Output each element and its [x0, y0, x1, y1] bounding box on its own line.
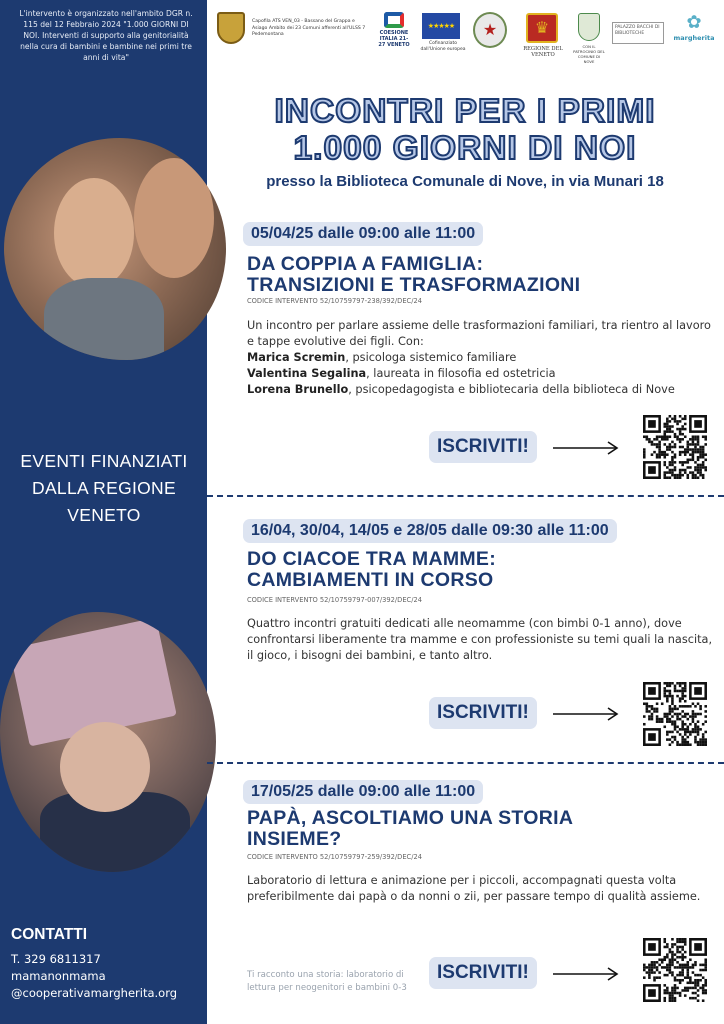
- event-description: Quattro incontri gratuiti dedicati alle neomamme (con bimbi 0-1 anno), dove confrontarsi liberamente tra mamme e con professioniste su temi quali la nascita, il gioco, i bisogni dei bambini, e tanto altro.: [247, 617, 713, 662]
- nove-crest-logo: [217, 12, 245, 44]
- contact-phone[interactable]: T. 329 6811317: [11, 952, 101, 966]
- contact-email[interactable]: @cooperativamargherita.org: [11, 986, 178, 1000]
- location-subtitle: presso la Biblioteca Comunale di Nove, in via Munari 18: [266, 173, 664, 190]
- palazzo-logo: PALAZZO BACCHI DI BIBLIOTECHE: [612, 22, 664, 44]
- left-sidebar: [0, 0, 207, 1024]
- parent-child-photo: [4, 138, 226, 360]
- nove-shield-logo: [578, 13, 600, 41]
- event-date: 16/04, 30/04, 14/05 e 28/05 dalle 09:30 alle 11:00: [243, 519, 617, 543]
- event-title: DO CIACOE TRA MAMME: CAMBIAMENTI IN CORSO: [247, 548, 497, 591]
- capofila-text: Capofila ATS VEN_03 - Bassano del Grappa e Asiago Ambito dei 23 Comuni afferenti all'ULSS 7 Pedemontana: [252, 19, 366, 37]
- qr-code-icon[interactable]: [643, 682, 707, 746]
- register-button[interactable]: ISCRIVITI!: [429, 957, 537, 989]
- arrow-right-icon: [553, 707, 619, 721]
- register-button[interactable]: ISCRIVITI!: [429, 431, 537, 463]
- eu-flag-logo: ★★★★★: [422, 13, 460, 39]
- coesione-logo: COESIONE ITALIA 21-27 VENETO: [377, 12, 411, 50]
- event-code: CODICE INTERVENTO 52/10759797-007/392/DEC/24: [247, 596, 422, 604]
- event-code: CODICE INTERVENTO 52/10759797-238/392/DEC/24: [247, 297, 422, 305]
- event-title: PAPÀ, ASCOLTIAMO UNA STORIA INSIEME?: [247, 807, 574, 850]
- storytelling-note: Ti racconto una storia: laboratorio di lettura per neogenitori e bambini 0-3: [247, 970, 407, 993]
- main-title: [215, 93, 715, 167]
- reading-baby-photo: [0, 612, 216, 872]
- section-divider: [207, 495, 724, 497]
- arrow-right-icon: [553, 967, 619, 981]
- arrow-right-icon: [553, 441, 619, 455]
- section-divider: [207, 762, 724, 764]
- eu-text: Cofinanziato dall'Unione europea: [420, 41, 466, 52]
- funded-by-text: EVENTI FINANZIATI DALLA REGIONE VENETO: [20, 451, 188, 525]
- nove-patronage-text: CON IL PATROCINIO DEL COMUNE DI NOVE: [573, 44, 605, 64]
- event-title: DA COPPIA A FAMIGLIA: TRANSIZIONI E TRASFORMAZIONI: [247, 253, 581, 296]
- margherita-logo: ✿ margherita: [673, 12, 715, 42]
- event-description: Un incontro per parlare assieme delle trasformazioni familiari, tra rientro al lavoro e tappe evolutive dei figli. Con: Marica Scremin, psicologa sistemico familiare Valentina Segalina, laureata in filosofia ed ostetricia Lorena Brunello, psicopedagogista e bibliotecaria della biblioteca di Nove: [247, 319, 711, 396]
- register-button[interactable]: ISCRIVITI!: [429, 697, 537, 729]
- veneto-lion-logo: ♛: [526, 13, 558, 43]
- contact-instagram[interactable]: mamanonmama: [11, 969, 106, 983]
- qr-code-icon[interactable]: [643, 415, 707, 479]
- event-code: CODICE INTERVENTO 52/10759797-259/392/DEC/24: [247, 853, 422, 861]
- main-title-line1: INCONTRI PER I PRIMI: [274, 93, 656, 130]
- intro-text: L'intervento è organizzato nell'ambito DGR n. 115 del 12 Febbraio 2024 "1.000 GIORNI DI NOI. Interventi di supporto alla genitorialità nella cura di bambini e bambine nei primi tre anni di vita": [19, 9, 193, 62]
- veneto-text: REGIONE DEL VENETO: [523, 46, 563, 58]
- republic-emblem-logo: ★: [473, 12, 507, 48]
- main-title-line2: 1.000 GIORNI DI NOI: [293, 130, 637, 167]
- event-date: 17/05/25 dalle 09:00 alle 11:00: [243, 780, 483, 804]
- event-description: Laboratorio di lettura e animazione per i piccoli, accompagnati questa volta preferibilmente dai papà o da nonni o zii, per passare tempo di qualità assieme.: [247, 874, 701, 903]
- qr-code-icon[interactable]: [643, 938, 707, 1002]
- event-date: 05/04/25 dalle 09:00 alle 11:00: [243, 222, 483, 246]
- contacts-title: CONTATTI: [11, 926, 88, 943]
